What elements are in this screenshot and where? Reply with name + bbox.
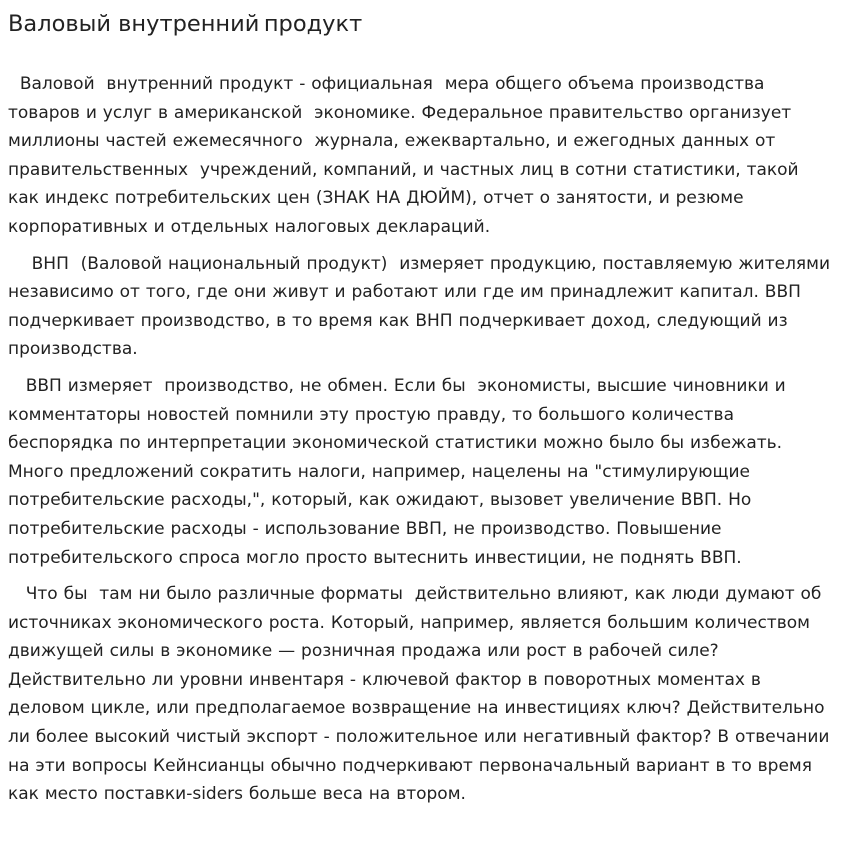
page-title: Валовый внутренний продукт — [8, 11, 363, 37]
paragraph-growth-sources: Что бы там ни было различные форматы действительно влияют, как люди думают об источниках экономического роста. Который, например, является большим количеством движущей силы в экономике — розничная продажа или рост в рабочей силе? Действительно ли уровни инвентаря - ключевой фактор в поворотных моментах в деловом цикле, или предполагаемое возвращение на инвестициях ключ? Действительно ли более высокий чистый экспорт - положительное или негативный фактор? В отвечании на эти вопросы Кейнсианцы обычно подчеркивают первоначальный вариант в то время как место поставки-siders больше веса на втором. — [8, 584, 836, 805]
paragraph-gdp-definition: Валовой внутренний продукт - официальная мера общего объема производства товаров и услуг в американской экономике. Федеральное правительство организует миллионы частей ежемесячного журнала, ежеквартально, и ежегодных данных от правительственных учреждений, компаний, и частных лиц в сотни статистики, такой как индекс потребительских цен (ЗНАК НА ДЮЙМ), отчет о занятости, и резюме корпоративных и отдельных налоговых деклараций. — [8, 74, 805, 237]
paragraph-gnp: ВНП (Валовой национальный продукт) измеряет продукцию, поставляемую жителями независимо от того, где они живут и работают или где им принадлежит капитал. ВВП подчеркивает производство, в то время как ВНП подчеркивает доход, следующий из производства. — [8, 253, 836, 360]
paragraph-production-not-exchange: ВВП измеряет производство, не обмен. Если бы экономисты, высшие чиновники и комментаторы новостей помнили эту простую правду, то большого количества беспорядка по интерпретации экономической статистики можно было бы избежать. Много предложений сократить налоги, например, нацелены на "стимулирующие потребительские расходы,", который, как ожидают, вызовет увеличение ВВП. Но потребительские расходы - использование ВВП, не производство. Повышение потребительского спроса могло просто вытеснить инвестиции, не поднять ВВП. — [8, 375, 792, 568]
